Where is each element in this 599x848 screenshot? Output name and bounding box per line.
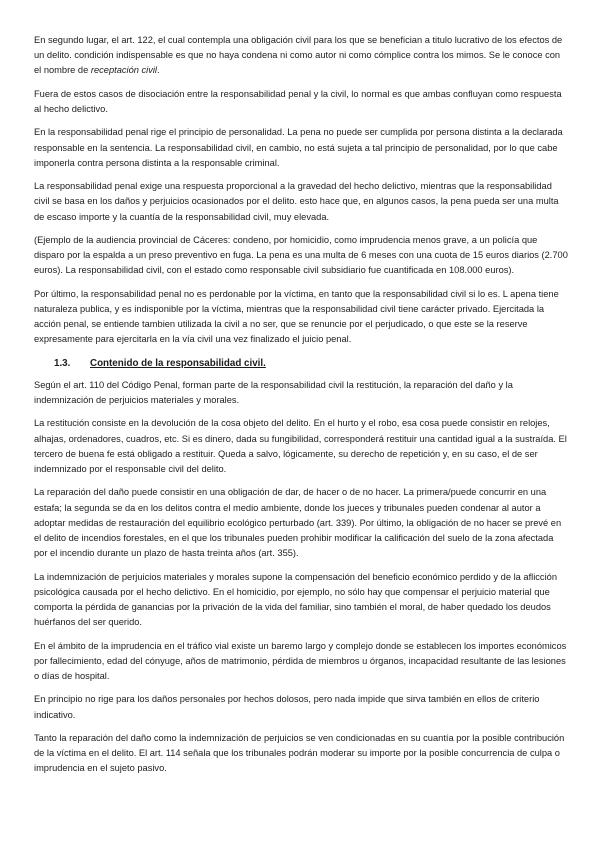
paragraph: Por último, la responsabilidad penal no es perdonable por la víctima, en tanto que la responsabilidad civil si lo es. L apena tiene naturaleza publica, y es indisponible por la víctima, mientras que la responsabilidad civil tiene carácter privado. Ejercitada la acción penal, se entiende tambien utilizada la civil a no ser, que se renuncie por el perjudicado, o que este se la reserve expresamente para ejercitarla en la vía civil una vez finalizado el juicio penal. xyxy=(34,288,559,345)
paragraph: Tanto la reparación del daño como la indemnización de perjuicios se ven condicionadas en su cuantía por la posible contribución de la víctima en el delito. El art. 114 señala que los tribunales podrán moderar su importe por la posible concurrencia de culpa o imprudencia en el sujeto pasivo. xyxy=(34,732,565,774)
paragraph: En el ámbito de la imprudencia en el tráfico vial existe un baremo largo y complejo donde se establecen los importes económicos por fallecimiento, edad del cónyuge, años de matrimonio, pérdida de miembros u órganos, incapacidad resultante de las lesiones o días de hospital. xyxy=(34,640,567,681)
paragraph: Fuera de estos casos de disociación entre la responsabilidad penal y la civil, lo normal es que ambas confluyan como respuesta al hecho delictivo. xyxy=(34,88,562,114)
section-title: Contenido de la responsabilidad civil. xyxy=(90,357,266,369)
paragraph: La restitución consiste en la devolución de la cosa objeto del delito. En el hurto y el robo, esa cosa puede consistir en relojes, alhajas, ordenadores, cuadros, etc. Si es dinero, dada su fungibilidad, corresponderá restituir una cantidad igual a la sustraída. El tercero de buena fe está obligado a restituir. Queda a salvo, lógicamente, su derecho de repetición y, en su caso, el de ser indemnizado por el responsable civil del delito. xyxy=(34,418,567,474)
italic-term: receptación civil xyxy=(90,65,157,76)
paragraph: (Ejemplo de la audiencia provincial de Cáceres: condeno, por homicidio, como imprudencia menos grave, a un policía que disparo por la espalda a un preso preventivo en fuga. La pena es una multa de 6 meses con una cuota de 15 euros diarios (2.700 euros). La responsabilidad civil, con el estado como responsable civil subsidiario fue cuantificada en 108.000 euros). xyxy=(34,234,568,276)
paragraph: Según el art. 110 del Código Penal, forman parte de la responsabilidad civil la restitución, la reparación del daño y la indemnización de perjuicios materiales y morales. xyxy=(34,379,513,405)
section-number: 1.3. xyxy=(54,357,71,369)
section-heading xyxy=(54,356,569,372)
paragraph: La indemnización de perjuicios materiales y morales supone la compensación del beneficio económico perdido y de la aflicción psicológica causada por el hecho delictivo. En el homicidio, por ejemplo, no sólo hay que compensar el perjuicio material que comporta la pérdida de ganancias por la privación de la vida del familiar, sino también el moral, de haber quedado los deudos huérfanos del ser querido. xyxy=(34,571,557,628)
paragraph: La responsabilidad penal exige una respuesta proporcional a la gravedad del hecho delictivo, mientras que la responsabilidad civil se basa en los daños y perjuicios ocasionados por el delito. esto hace que, en algunos casos, la pena pueda ser una multa de escaso importe y la cuantía de la responsabilidad civil, muy elevada. xyxy=(34,181,559,222)
paragraph: La reparación del daño puede consistir en una obligación de dar, de hacer o de no hacer. La primera/puede concurrir en una estafa; la segunda se da en los delitos contra el medio ambiente, donde los jueces y tribunales pueden condenar al autor a adoptar medidas de restauración del equilibrio ecológico perturbado (art. 339). Por último, la obligación de no hacer se prevé en el delito de incendios forestales, en el que los tribunales pueden prohibir modificar la calificación del suelo de la zona afectada por el incendio durante un plazo de hasta treinta años (art. 355). xyxy=(34,487,562,559)
paragraph: En la responsabilidad penal rige el principio de personalidad. La pena no puede ser cumplida por persona distinta a la declarada responsable en la sentencia. La responsabilidad civil, en cambio, no está sujeta a tal principio de personalidad, por lo que cabe imponerla contra persona distinta a la responsable criminal. xyxy=(34,127,563,168)
paragraph: En principio no rige para los daños personales por hechos dolosos, pero nada impide que sirva también en ellos de criterio indicativo. xyxy=(34,694,540,720)
paragraph-receptacion-civil: En segundo lugar, el art. 122, el cual contempla una obligación civil para los que se benefician a titulo lucrativo de los efectos de un delito. condición indispensable es que no haya condena ni como autor ni como cómplice contra los mimos. Se le conoce con el nombre de receptación civil. xyxy=(34,35,563,76)
